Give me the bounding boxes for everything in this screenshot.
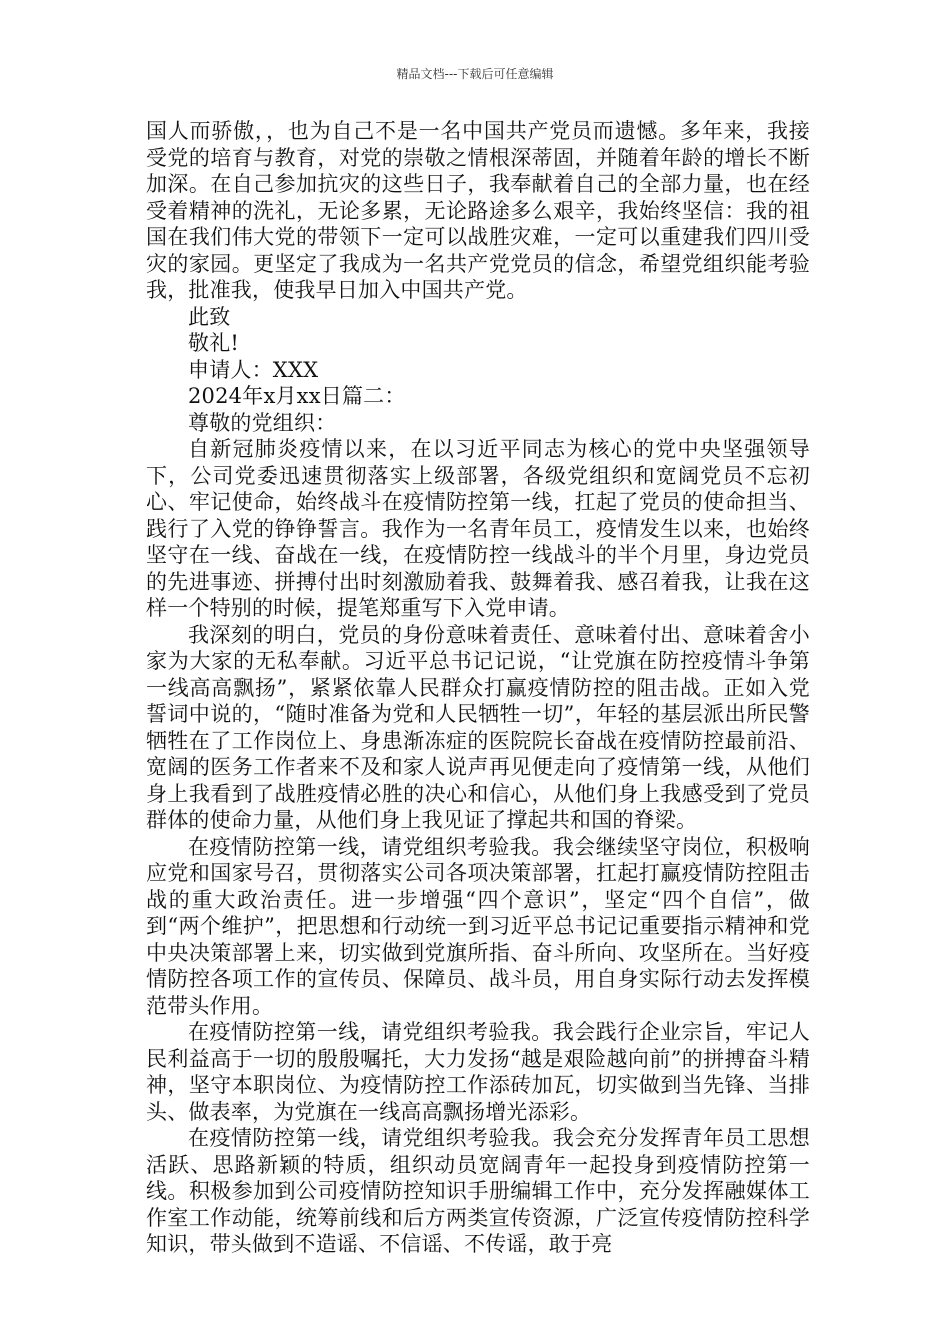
date-line: 2024年x月xx日篇二： (188, 384, 406, 408)
paragraph: 我深刻的明白，党员的身份意味着责任、意味着付出、意味着舍小家为大家的无私奉献。习近平总书记记说，“让党旗在防控疫情斗争第一线高高飘扬”，紧紧依靠人民群众打赢疫情防控的阻击战。正如入党誓词中说的，“随时准备为党和人民牺牲一切”，年轻的基层派出所民警牺牲在了工作岗位上、身患渐冻症的医院院长奋战在疫情防控最前沿、宽阔的医务工作者来不及和家人说声再见便走向了疫情第一线，从他们身上我看到了战胜疫情必胜的决心和信心，从他们身上我感受到了党员群体的使命力量，从他们身上我见证了撑起共和国的脊梁。 (146, 622, 810, 832)
page-header: 精品文档---下载后可任意编辑 (396, 67, 554, 81)
document-body (146, 118, 810, 1258)
paragraph: 在疫情防控第一线，请党组织考验我。我会继续坚守岗位，积极响应党和国家号召，贯彻落实公司各项决策部署，扛起打赢疫情防控阻击战的重大政治责任。进一步增强“四个意识”，坚定“四个自信”，做到“两个维护”，把思想和行动统一到习近平总书记记重要指示精神和党中央决策部署上来，切实做到党旗所指、奋斗所向、攻坚所在。当好疫情防控各项工作的宣传员、保障员、战斗员，用自身实际行动去发挥模范带头作用。 (146, 834, 810, 1018)
closing-respect: 敬礼! (188, 331, 240, 355)
paragraph: 在疫情防控第一线，请党组织考验我。我会践行企业宗旨，牢记人民利益高于一切的殷殷嘱托，大力发扬“越是艰险越向前”的拼搏奋斗精神，坚守本职岗位、为疫情防控工作添砖加瓦，切实做到当先锋、当排头、做表率，为党旗在一线高高飘扬增光添彩。 (146, 1020, 810, 1124)
closing-salutation: 此致 (188, 304, 231, 329)
greeting-line: 尊敬的党组织： (188, 410, 337, 435)
paragraph: 在疫情防控第一线，请党组织考验我。我会充分发挥青年员工思想活跃、思路新颖的特质，组织动员宽阔青年一起投身到疫情防控第一线。积极参加到公司疫情防控知识手册编辑工作中，充分发挥融媒体工作室工作动能，统筹前线和后方两类宣传资源，广泛宣传疫情防控科学知识，带头做到不造谣、不信谣、不传谣，敢于亮 (146, 1126, 810, 1256)
paragraph-continued: 国人而骄傲，，也为自己不是一名中国共产党员而遗憾。多年来，我接受党的培育与教育，对党的崇敬之情根深蒂固，并随着年龄的增长不断加深。在自己参加抗灾的这些日子，我奉献着自己的全部力量，也在经受着精神的洗礼，无论多累，无论路途多么艰辛，我始终坚信：我的祖国在我们伟大党的带领下一定可以战胜灾难，一定可以重建我们四川受灾的家园。更坚定了我成为一名共产党党员的信念，希望党组织能考验我，批准我，使我早日加入中国共产党。 (146, 119, 810, 302)
paragraph: 自新冠肺炎疫情以来，在以习近平同志为核心的党中央坚强领导下，公司党委迅速贯彻落实上级部署，各级党组织和宽阔党员不忘初心、牢记使命，始终战斗在疫情防控第一线，扛起了党员的使命担当、践行了入党的铮铮誓言。我作为一名青年员工，疫情发生以来，也始终坚守在一线、奋战在一线，在疫情防控一线战斗的半个月里，身边党员的先进事迹、拼搏付出时刻激励着我、鼓舞着我、感召着我，让我在这样一个特别的时候，提笔郑重写下入党申请。 (146, 437, 810, 620)
applicant-line: 申请人：XXX (188, 357, 319, 382)
